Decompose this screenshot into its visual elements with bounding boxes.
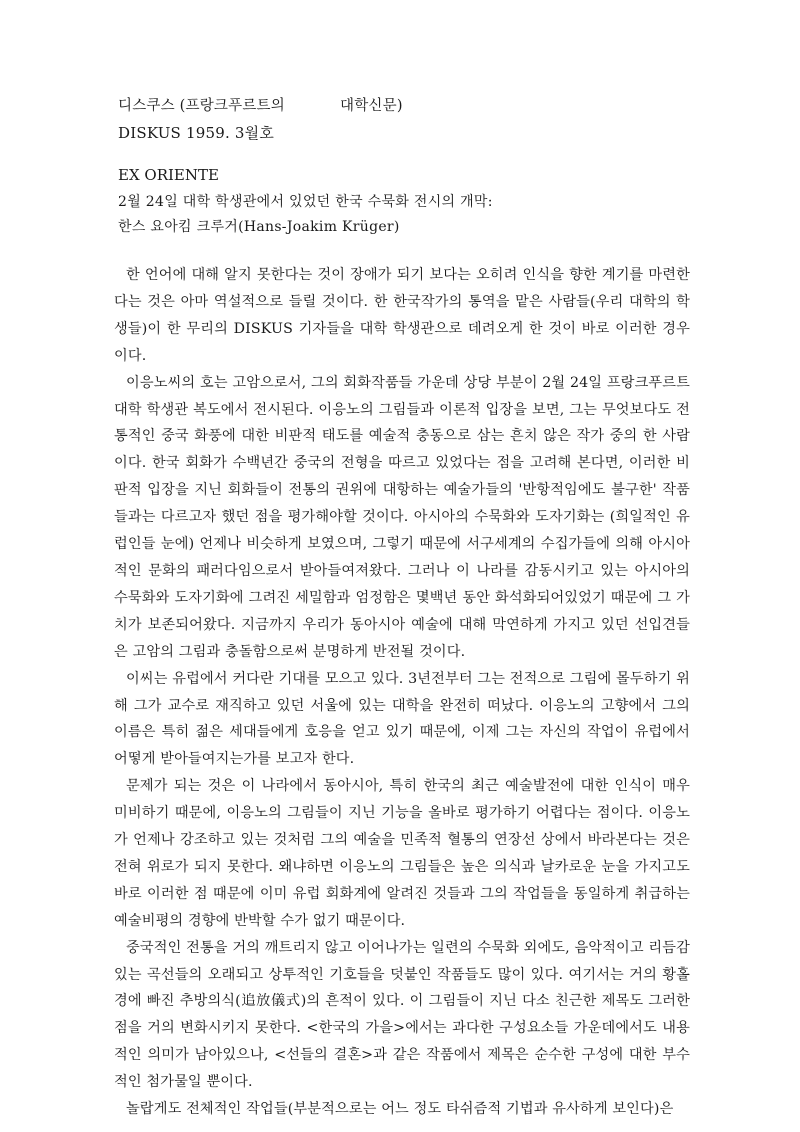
paragraph: 이응노씨의 호는 고암으로서, 그의 회화작품들 가운데 상당 부분이 2월 24일 프랑크푸르트 대학 학생관 복도에서 전시된다. 이응노의 그림들과 이론적 입장을 보면, 그는 무엇보다도 전통적인 중국 화풍에 대한 비판적 태도를 예술적 충동으로 삼는 흔치 않은 작가 중의 한 사람이다. 한국 회화가 수백년간 중국의 전형을 따르고 있었다는 점을 고려해 본다면, 이러한 비판적 입장을 지닌 회화들이 전통의 권위에 대항하는 예술가들의 '반항적임에도 불구한' 작품들과는 다르고자 했던 점을 평가해야할 것이다. 아시아의 수묵화와 도자기화는 (희일적인 유럽인들 눈에) 언제나 비슷하게 보였으며, 그렇기 때문에 서구세계의 수집가들에 의해 아시아적인 문화의 패러다임으로서 받아들여져왔다. 그러나 이 나라를 감동시키고 있는 아시아의 수묵화와 도자기화에 그려진 세밀함과 엄정함은 몇백년 동안 화석화되어있었기 때문에 그 가치가 보존되어왔다. 지금까지 우리가 동아시아 예술에 대해 막연하게 가지고 있던 선입견들은 고암의 그림과 충돌함으로써 분명하게 반전될 것이다. <box>114 374 690 660</box>
article-body <box>114 262 690 1123</box>
issue-line: DISKUS 1959. 3월호 <box>118 124 275 142</box>
article-subtitle: 2월 24일 대학 학생관에서 있었던 한국 수묵화 전시의 개막: <box>118 194 493 210</box>
paragraph: 중국적인 전통을 거의 깨트리지 않고 이어나가는 일련의 수묵화 외에도, 음악적이고 리듬감있는 곡선들의 오래되고 상투적인 기호들을 덧붙인 작품들도 많이 있다. 여기서는 거의 황홀경에 빠진 추방의식(追放儀式)의 흔적이 있다. 이 그림들이 지닌 다소 친근한 제목도 그러한 점을 거의 변화시키지 못한다. <한국의 가을>에서는 과다한 구성요소들 가운데에서도 내용적인 의미가 남아있으나, <선들의 결혼>과 같은 작품에서 제목은 순수한 구성에 대한 부수적인 첨가물일 뿐이다. <box>114 939 690 1091</box>
source-publication: 디스쿠스 (프랑크푸르트의 <box>118 98 285 114</box>
source-line <box>118 94 403 115</box>
paragraph: 놀랍게도 전체적인 작업들(부분적으로는 어느 정도 타쉬즘적 기법과 유사하게 보인다)은 <box>126 1101 674 1118</box>
paragraph: 한 언어에 대해 알지 못한다는 것이 장애가 되기 보다는 오히려 인식을 향한 계기를 마련한다는 것은 아마 역설적으로 들릴 것이다. 한 한국작가의 통역을 맡은 사람들(우리 대학의 학생들)이 한 무리의 DISKUS 기자들을 대학 학생관으로 데려오게 한 것이 바로 이러한 경우이다. <box>114 267 690 364</box>
section-title: EX ORIENTE <box>118 166 219 184</box>
paragraph: 이씨는 유럽에서 커다란 기대를 모으고 있다. 3년전부터 그는 전적으로 그림에 몰두하기 위해 그가 교수로 재직하고 있던 서울에 있는 대학을 완전히 떠났다. 이응노의 고향에서 그의 이름은 특히 젊은 세대들에게 호응을 얻고 있기 때문에, 이제 그는 자신의 작업이 유럽에서 어떻게 받아들여지는가를 보고자 한다. <box>114 670 690 768</box>
source-type: 대학신문) <box>340 98 403 114</box>
paragraph: 문제가 되는 것은 이 나라에서 동아시아, 특히 한국의 최근 예술발전에 대한 인식이 매우 미비하기 때문에, 이응노의 그림들이 지닌 기능을 올바로 평가하기 어렵다는 점이다. 이응노가 언제나 강조하고 있는 것처럼 그의 예술을 민족적 혈통의 연장선 상에서 바라본다는 것은 전혀 위로가 되지 못한다. 왜냐하면 이응노의 그림들은 높은 의식과 날카로운 눈을 가지고도 바로 이러한 점 때문에 이미 유럽 회화계에 알려진 것들과 그의 작업들을 동일하게 취급하는 예술비평의 경향에 반박할 수가 없기 때문이다. <box>114 778 690 929</box>
article-author: 한스 요아킴 크루거(Hans-Joakim Krüger) <box>118 219 400 235</box>
